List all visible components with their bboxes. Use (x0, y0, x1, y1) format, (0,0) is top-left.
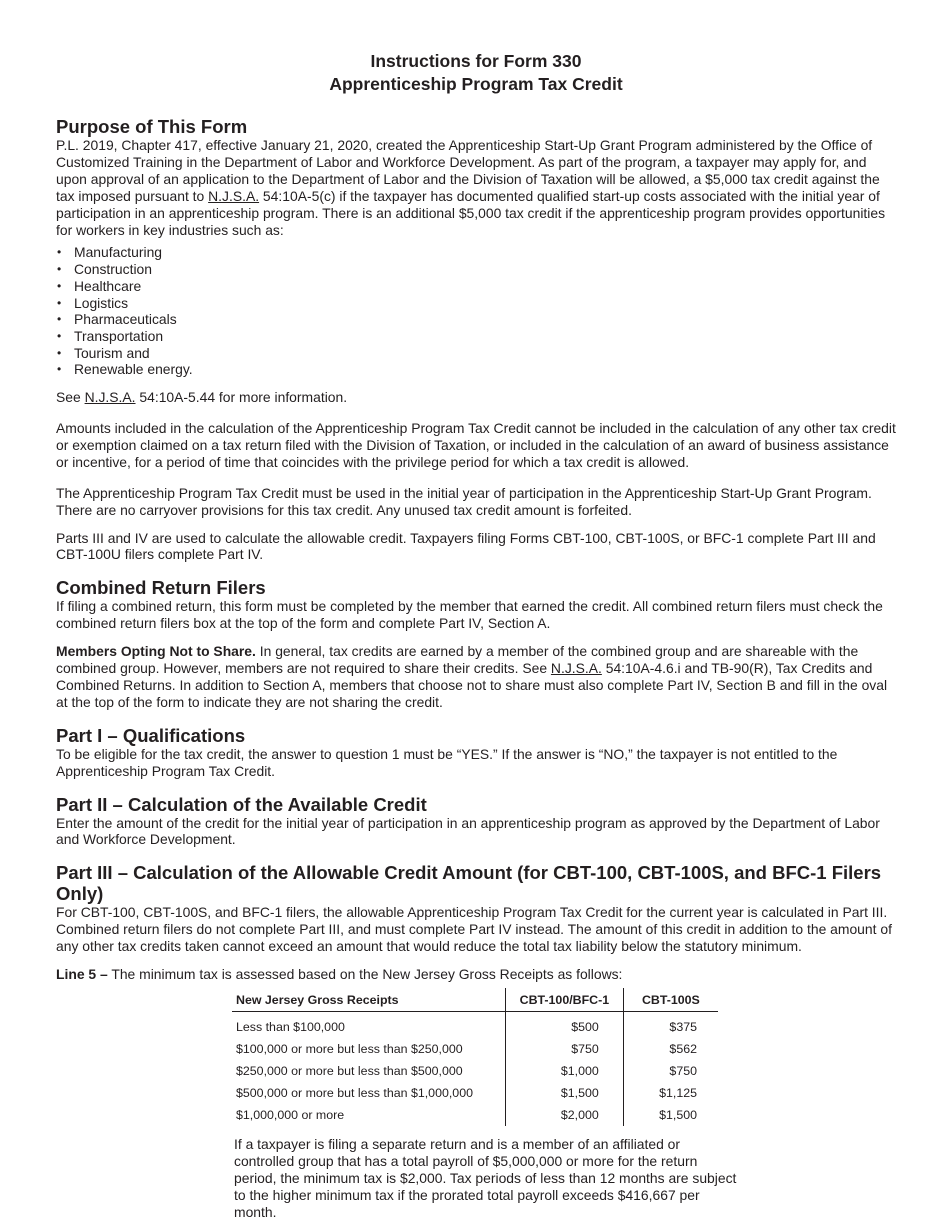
purpose-section (56, 116, 896, 563)
table-row (232, 1060, 718, 1082)
combined-return-section (56, 577, 896, 710)
see-text-1: See (56, 389, 85, 406)
table-cell: $1,500 (623, 1104, 718, 1126)
combined-text-1: In general, tax credits are earned by a member of the combined group and are shareable with the combined group. However, members are not required to share their credits. See (56, 643, 859, 677)
instructions-page (56, 50, 896, 1221)
part-2-section (56, 794, 896, 849)
list-item: • Tourism and (56, 345, 896, 362)
table-cell: $1,500 (506, 1082, 624, 1104)
part-1-heading: Part I – Qualifications (56, 724, 246, 746)
purpose-paragraph (56, 137, 896, 238)
minimum-tax-table (232, 988, 718, 1126)
table-header-row (232, 988, 718, 1012)
line-5-label: Line 5 – (56, 966, 108, 983)
table-cell: $750 (506, 1038, 624, 1060)
document-title (56, 50, 896, 96)
list-item: • Manufacturing (56, 244, 896, 261)
title-line-1: Instructions for Form 330 (370, 51, 582, 71)
combined-paragraph-2 (56, 643, 896, 711)
see-text-2: 54:10A-5.44 for more information. (135, 389, 348, 406)
combined-text-2: 54:10A-4.6.i and TB-90(R), Tax Credits and Combined Returns. In addition to Section A, members that choose not to share must also complete Part IV, Section B and fill in the oval at the top of the form to indicate they are not sharing the credit. (56, 660, 888, 710)
column-header-cbt-100-bfc-1: CBT-100/BFC-1 (506, 988, 624, 1012)
part-2-heading: Part II – Calculation of the Available Credit (56, 793, 427, 815)
list-item: • Construction (56, 261, 896, 278)
njsa-link-1[interactable]: N.J.S.A. (208, 187, 260, 204)
njsa-link-2[interactable]: N.J.S.A. (84, 389, 136, 406)
table-cell: $1,125 (623, 1082, 718, 1104)
table-cell: $375 (623, 1012, 718, 1039)
purpose-text-1: P.L. 2019, Chapter 417, effective January 21, 2020, created the Apprenticeship Start-Up Grant Program administered by the Office of Customized Training in the Department of Labor and Workforce Development. As part of the program, a taxpayer may apply for, and upon approval of an application to the Department of Labor and the Division of Taxation will be allowed, a $5,000 tax credit against the tax imposed pursuant to (56, 137, 880, 204)
column-header-cbt-100s: CBT-100S (623, 988, 718, 1012)
table-row (232, 1104, 718, 1126)
table-cell: $2,000 (506, 1104, 624, 1126)
table-cell: $562 (623, 1038, 718, 1060)
list-item: • Pharmaceuticals (56, 311, 896, 328)
table-cell: $1,000,000 or more (236, 1108, 345, 1122)
part-1-text: To be eligible for the tax credit, the answer to question 1 must be “YES.” If the answer is “NO,” the taxpayer is not entitled to the Apprenticeship Program Tax Credit. (56, 745, 838, 779)
table-cell: Less than $100,000 (236, 1020, 345, 1034)
table-row (232, 1038, 718, 1060)
table-cell: $750 (623, 1060, 718, 1082)
members-opting-label: Members Opting Not to Share. (56, 643, 256, 660)
part-3-text: For CBT-100, CBT-100S, and BFC-1 filers, the allowable Apprenticeship Program Tax Credit for the current year is calculated in Part III. Combined return filers do not complete Part III, and must complete Part IV instead. The amount of this credit in addition to the amount of any other tax credits taken cannot exceed an amount that would reduce the total tax liability below the statutory minimum. (56, 904, 892, 955)
table-cell: $1,000 (506, 1060, 624, 1082)
see-reference (56, 389, 896, 406)
table-cell: $250,000 or more but less than $500,000 (236, 1064, 463, 1078)
table-cell: $500 (506, 1012, 624, 1039)
part-2-text: Enter the amount of the credit for the initial year of participation in an apprenticeship program as approved by the Department of Labor and Workforce Development. (56, 814, 880, 848)
combined-heading: Combined Return Filers (56, 577, 266, 599)
table-cell: $500,000 or more but less than $1,000,000 (236, 1086, 473, 1100)
list-item: • Transportation (56, 328, 896, 345)
title-line-2: Apprenticeship Program Tax Credit (329, 74, 623, 94)
minimum-tax-note: If a taxpayer is filing a separate return and is a member of an affiliated or controlled group that has a total payroll of $5,000,000 or more for the return period, the minimum tax is $2,000. Tax periods of less than 12 months are subject to the higher minimum tax if the prorated total payroll exceeds $416,667 per month. (234, 1136, 737, 1220)
list-item: • Renewable energy. (56, 361, 896, 378)
list-item: • Logistics (56, 295, 896, 312)
purpose-text-2: 54:10A-5(c) if the taxpayer has documented qualified start-up costs associated with the initial year of participation in an apprenticeship program. There is an additional $5,000 tax credit if the apprenticeship program provides opportunities for workers in key industries such as: (56, 187, 886, 238)
purpose-heading: Purpose of This Form (56, 116, 248, 137)
njsa-link-3[interactable]: N.J.S.A. (550, 660, 602, 677)
table-row (232, 1012, 718, 1039)
part-3-heading: Part III – Calculation of the Allowable Credit Amount (for CBT-100, CBT-100S, and BFC-1 Filers Only) (56, 862, 882, 905)
line-5-text (56, 966, 896, 983)
column-header-gross-receipts: New Jersey Gross Receipts (232, 988, 506, 1012)
amounts-paragraph: Amounts included in the calculation of the Apprenticeship Program Tax Credit cannot be included in the calculation of any other tax credit or exemption claimed on a tax return filed with the Division of Taxation, or included in the calculation of an award of business assistance or incentive, for a period of time that coincides with the privilege period for which a tax credit is allowed. (56, 419, 896, 470)
combined-paragraph-1: If filing a combined return, this form must be completed by the member that earned the credit. All combined return filers must check the combined return filers box at the top of the form and complete Part IV, Section A. (56, 598, 883, 632)
part-1-section (56, 725, 896, 780)
part-3-section (56, 862, 896, 1221)
initial-year-paragraph: The Apprenticeship Program Tax Credit must be used in the initial year of participation in the Apprenticeship Start-Up Grant Program. There are no carryover provisions for this tax credit. Any unused tax credit amount is forfeited. (56, 484, 872, 518)
parts-paragraph: Parts III and IV are used to calculate the allowable credit. Taxpayers filing Forms CBT-100, CBT-100S, or BFC-1 complete Part III and CBT-100U filers complete Part IV. (56, 529, 876, 563)
list-item: • Healthcare (56, 278, 896, 295)
table-row (232, 1082, 718, 1104)
industries-list (56, 244, 896, 378)
line-5-description: The minimum tax is assessed based on the New Jersey Gross Receipts as follows: (107, 966, 623, 983)
table-cell: $100,000 or more but less than $250,000 (236, 1042, 463, 1056)
